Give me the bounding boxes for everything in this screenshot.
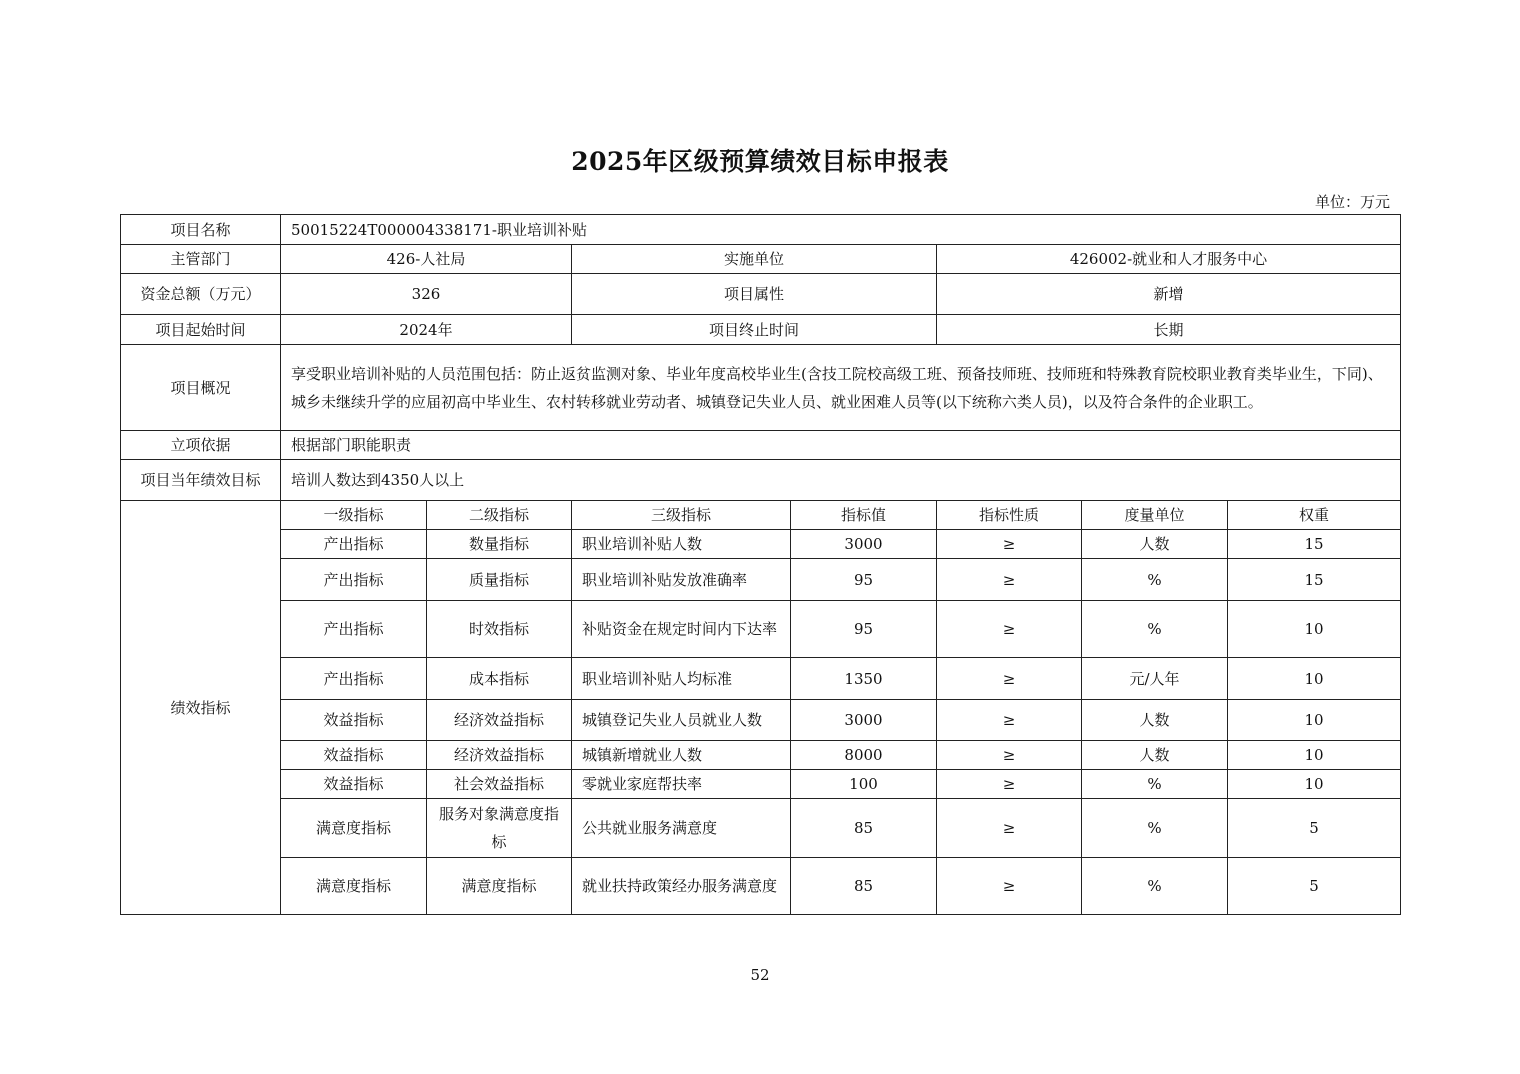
indicator-nature: ≥ [937,858,1082,915]
indicator-unit: % [1082,858,1228,915]
project-name-value: 50015224T000004338171-职业培训补贴 [281,215,1401,245]
indicator-value: 95 [791,601,937,658]
indicator-value: 3000 [791,530,937,559]
end-value: 长期 [937,315,1401,345]
indicator-l3: 就业扶持政策经办服务满意度 [572,858,791,915]
indicator-l3: 公共就业服务满意度 [572,799,791,858]
header-l1: 一级指标 [281,501,427,530]
indicator-l1: 满意度指标 [281,799,427,858]
indicator-weight: 10 [1228,700,1401,741]
indicator-nature: ≥ [937,658,1082,700]
indicator-l2: 服务对象满意度指标 [427,799,572,858]
indicator-unit: 元/人年 [1082,658,1228,700]
indicator-row [121,799,1401,858]
indicator-nature: ≥ [937,799,1082,858]
goal-label: 项目当年绩效目标 [121,460,281,501]
dept-label: 主管部门 [121,245,281,274]
page-title: 2025年区级预算绩效目标申报表 [571,147,949,176]
indicator-nature: ≥ [937,741,1082,770]
indicator-value: 3000 [791,700,937,741]
indicator-l3: 职业培训补贴人数 [572,530,791,559]
indicator-row [121,530,1401,559]
indicator-row [121,770,1401,799]
indicator-nature: ≥ [937,601,1082,658]
indicator-weight: 5 [1228,799,1401,858]
indicator-l2: 时效指标 [427,601,572,658]
indicator-row [121,601,1401,658]
indicator-value: 85 [791,799,937,858]
indicator-l2: 满意度指标 [427,858,572,915]
indicator-unit: 人数 [1082,741,1228,770]
indicator-unit: 人数 [1082,530,1228,559]
indicator-row [121,559,1401,601]
row-dept [121,245,1401,274]
indicator-unit: % [1082,799,1228,858]
goal-value: 培训人数达到4350人以上 [281,460,1401,501]
indicator-unit: % [1082,559,1228,601]
row-fund [121,274,1401,315]
indicator-l2: 成本指标 [427,658,572,700]
indicator-weight: 10 [1228,658,1401,700]
indicator-nature: ≥ [937,770,1082,799]
indicator-weight: 5 [1228,858,1401,915]
fund-label: 资金总额（万元） [121,274,281,315]
indicator-header-row [121,501,1401,530]
project-name-label: 项目名称 [121,215,281,245]
indicator-unit: % [1082,601,1228,658]
header-l2: 二级指标 [427,501,572,530]
indicator-l1: 产出指标 [281,601,427,658]
row-time [121,315,1401,345]
attr-label: 项目属性 [572,274,937,315]
indicator-l2: 社会效益指标 [427,770,572,799]
row-overview [121,345,1401,431]
row-goal [121,460,1401,501]
indicator-l1: 产出指标 [281,658,427,700]
indicator-row [121,858,1401,915]
indicator-l1: 效益指标 [281,741,427,770]
indicator-weight: 10 [1228,601,1401,658]
indicator-nature: ≥ [937,700,1082,741]
row-project-name [121,215,1401,245]
indicator-nature: ≥ [937,530,1082,559]
indicator-l2: 经济效益指标 [427,741,572,770]
indicator-value: 8000 [791,741,937,770]
dept-value: 426-人社局 [281,245,572,274]
indicator-row [121,700,1401,741]
indicator-value: 1350 [791,658,937,700]
indicator-l1: 满意度指标 [281,858,427,915]
page-number: 52 [750,966,770,984]
overview-value: 享受职业培训补贴的人员范围包括：防止返贫监测对象、毕业年度高校毕业生(含技工院校高级工班、预备技师班、技师班和特殊教育院校职业教育类毕业生，下同)、城乡未继续升学的应届初高中毕业生、农村转移就业劳动者、城镇登记失业人员、就业困难人员等(以下统称六类人员)，以及符合条件的企业职工。 [281,345,1401,431]
start-value: 2024年 [281,315,572,345]
header-unit: 度量单位 [1082,501,1228,530]
end-label: 项目终止时间 [572,315,937,345]
row-basis [121,431,1401,460]
indicator-weight: 15 [1228,559,1401,601]
indicator-weight: 10 [1228,741,1401,770]
indicator-l3: 职业培训补贴人均标准 [572,658,791,700]
indicator-value: 95 [791,559,937,601]
unit-label: 单位：万元 [1314,193,1390,211]
indicator-l2: 经济效益指标 [427,700,572,741]
indicator-l3: 职业培训补贴发放准确率 [572,559,791,601]
indicator-unit: 人数 [1082,700,1228,741]
indicator-l1: 产出指标 [281,530,427,559]
indicator-value: 100 [791,770,937,799]
indicator-row [121,658,1401,700]
indicator-l1: 效益指标 [281,700,427,741]
indicator-weight: 15 [1228,530,1401,559]
basis-value: 根据部门职能职责 [281,431,1401,460]
indicator-l1: 效益指标 [281,770,427,799]
indicator-row [121,741,1401,770]
indicators-label: 绩效指标 [121,501,281,915]
overview-label: 项目概况 [121,345,281,431]
indicator-l2: 质量指标 [427,559,572,601]
header-value: 指标值 [791,501,937,530]
indicator-l1: 产出指标 [281,559,427,601]
attr-value: 新增 [937,274,1401,315]
basis-label: 立项依据 [121,431,281,460]
indicator-unit: % [1082,770,1228,799]
indicator-value: 85 [791,858,937,915]
header-nature: 指标性质 [937,501,1082,530]
indicator-l3: 城镇登记失业人员就业人数 [572,700,791,741]
impl-label: 实施单位 [572,245,937,274]
indicator-weight: 10 [1228,770,1401,799]
indicator-l3: 城镇新增就业人数 [572,741,791,770]
impl-value: 426002-就业和人才服务中心 [937,245,1401,274]
header-weight: 权重 [1228,501,1401,530]
indicator-nature: ≥ [937,559,1082,601]
fund-value: 326 [281,274,572,315]
indicator-l3: 零就业家庭帮扶率 [572,770,791,799]
start-label: 项目起始时间 [121,315,281,345]
header-l3: 三级指标 [572,501,791,530]
performance-table [120,214,1401,915]
indicator-l3: 补贴资金在规定时间内下达率 [572,601,791,658]
indicator-l2: 数量指标 [427,530,572,559]
